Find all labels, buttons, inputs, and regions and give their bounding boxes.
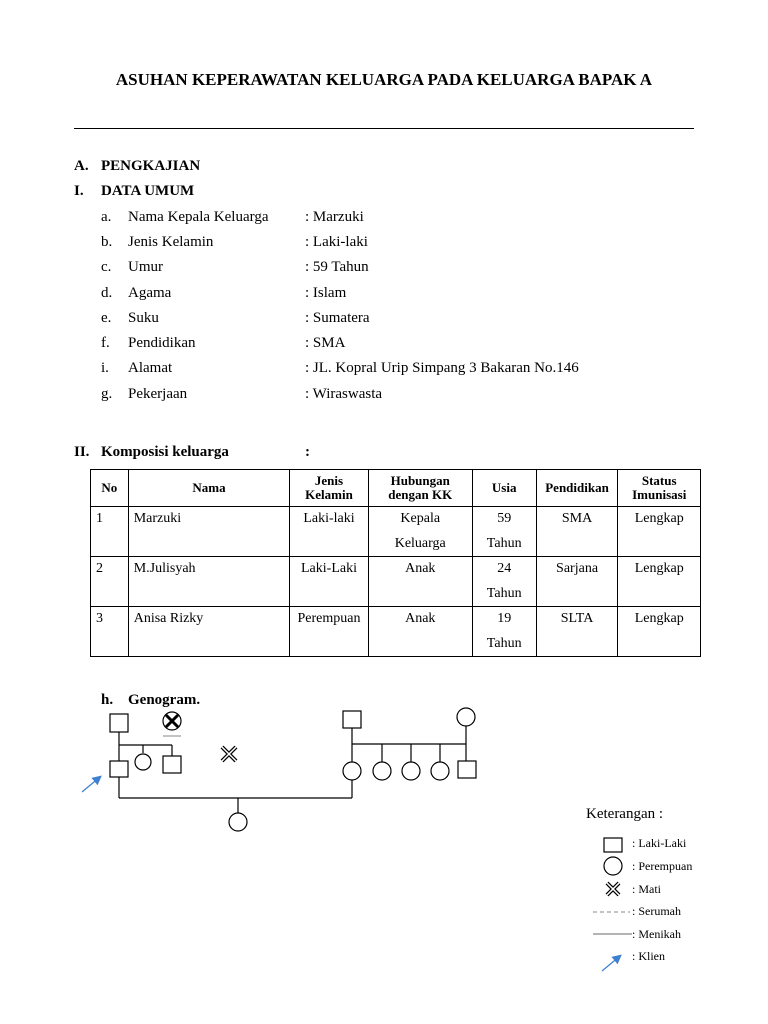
cell-jenis-kelamin: Laki-laki	[290, 507, 368, 557]
field-value: : 59 Tahun	[305, 259, 369, 275]
male-symbol	[110, 761, 128, 777]
legend-male-icon	[604, 838, 622, 852]
male-symbol	[163, 756, 181, 773]
cell-no: 3	[91, 607, 129, 657]
legend-label-female: : Perempuan	[632, 859, 693, 873]
section-a-marker: A.	[74, 158, 89, 174]
cell-pendidikan: Sarjana	[536, 557, 618, 607]
cell-status-imunisasi: Lengkap	[618, 607, 701, 657]
male-symbol	[110, 714, 128, 732]
field-label: Umur	[128, 259, 163, 275]
section-2-colon: :	[305, 444, 310, 460]
female-symbol	[229, 813, 247, 831]
female-symbol	[402, 762, 420, 780]
cell-no: 2	[91, 557, 129, 607]
legend-label-male: : Laki-Laki	[632, 836, 687, 850]
cell-usia: 19 Tahun	[472, 607, 536, 657]
male-symbol	[458, 761, 476, 778]
legend-label-marriage: : Menikah	[632, 927, 681, 941]
legend-title: Keterangan :	[586, 806, 664, 822]
cell-pendidikan: SMA	[536, 507, 618, 557]
field-value: : Marzuki	[305, 209, 364, 225]
col-header-nama: Nama	[128, 470, 290, 507]
section-1-marker: I.	[74, 183, 84, 199]
legend-client-arrow-icon	[602, 956, 620, 971]
female-symbol	[457, 708, 475, 726]
field-marker: d.	[101, 285, 113, 301]
field-value: : Laki-laki	[305, 234, 368, 250]
field-label: Alamat	[128, 360, 173, 376]
cell-jenis-kelamin: Laki-Laki	[290, 557, 368, 607]
col-header-usia: Usia	[472, 470, 536, 507]
male-symbol	[343, 711, 361, 728]
cell-no: 1	[91, 507, 129, 557]
field-marker: b.	[101, 234, 113, 250]
field-label: Nama Kepala Keluarga	[128, 209, 269, 225]
cell-jenis-kelamin: Perempuan	[290, 607, 368, 657]
field-value: : Sumatera	[305, 310, 370, 326]
col-header-jenis-kelamin: Jenis Kelamin	[290, 470, 368, 507]
cell-usia: 24 Tahun	[472, 557, 536, 607]
section-1-heading: DATA UMUM	[101, 183, 195, 199]
cell-hubungan: Anak	[368, 557, 472, 607]
col-header-no: No	[91, 470, 129, 507]
field-marker: a.	[101, 209, 112, 225]
legend-label-household: : Serumah	[632, 904, 681, 918]
field-marker: g.	[101, 386, 113, 402]
cell-status-imunisasi: Lengkap	[618, 507, 701, 557]
cell-usia: 59 Tahun	[472, 507, 536, 557]
col-header-pendidikan: Pendidikan	[536, 470, 618, 507]
cell-nama: Marzuki	[128, 507, 290, 557]
section-2-heading: Komposisi keluarga	[101, 444, 229, 460]
field-marker: e.	[101, 310, 112, 326]
col-header-status-imunisasi: Status Imunisasi	[618, 470, 701, 507]
cell-hubungan: Anak	[368, 607, 472, 657]
cell-nama: M.Julisyah	[128, 557, 290, 607]
genogram-heading: Genogram.	[128, 692, 201, 708]
legend-female-icon	[604, 857, 622, 875]
field-label: Pekerjaan	[128, 386, 188, 402]
cell-nama: Anisa Rizky	[128, 607, 290, 657]
field-marker: i.	[101, 360, 109, 376]
field-marker: c.	[101, 259, 112, 275]
legend-deceased-icon-inner	[607, 883, 619, 895]
female-symbol	[135, 754, 151, 770]
field-value: : Islam	[305, 285, 347, 301]
client-arrow-icon	[82, 777, 100, 792]
field-label: Agama	[128, 285, 172, 301]
field-value: : SMA	[305, 335, 346, 351]
cell-pendidikan: SLTA	[536, 607, 618, 657]
female-symbol	[431, 762, 449, 780]
field-label: Jenis Kelamin	[128, 234, 214, 250]
field-value: : Wiraswasta	[305, 386, 383, 402]
field-value: : JL. Kopral Urip Simpang 3 Bakaran No.146	[305, 360, 579, 376]
genogram-marker: h.	[101, 692, 114, 708]
female-symbol	[373, 762, 391, 780]
deceased-female-symbol	[163, 712, 181, 730]
field-label: Suku	[128, 310, 159, 326]
female-symbol	[343, 762, 361, 780]
field-marker: f.	[101, 335, 110, 351]
cell-hubungan: Kepala Keluarga	[368, 507, 472, 557]
cell-status-imunisasi: Lengkap	[618, 557, 701, 607]
legend-label-client: : Klien	[632, 949, 665, 963]
deceased-symbol-inner	[222, 747, 236, 761]
section-2-marker: II.	[74, 444, 90, 460]
document-title: ASUHAN KEPERAWATAN KELUARGA PADA KELUARGA BAPAK A	[115, 70, 653, 89]
section-a-heading: PENGKAJIAN	[101, 158, 201, 174]
col-header-hubungan: Hubungan dengan KK	[368, 470, 472, 507]
field-label: Pendidikan	[128, 335, 196, 351]
legend-label-deceased: : Mati	[632, 882, 661, 896]
